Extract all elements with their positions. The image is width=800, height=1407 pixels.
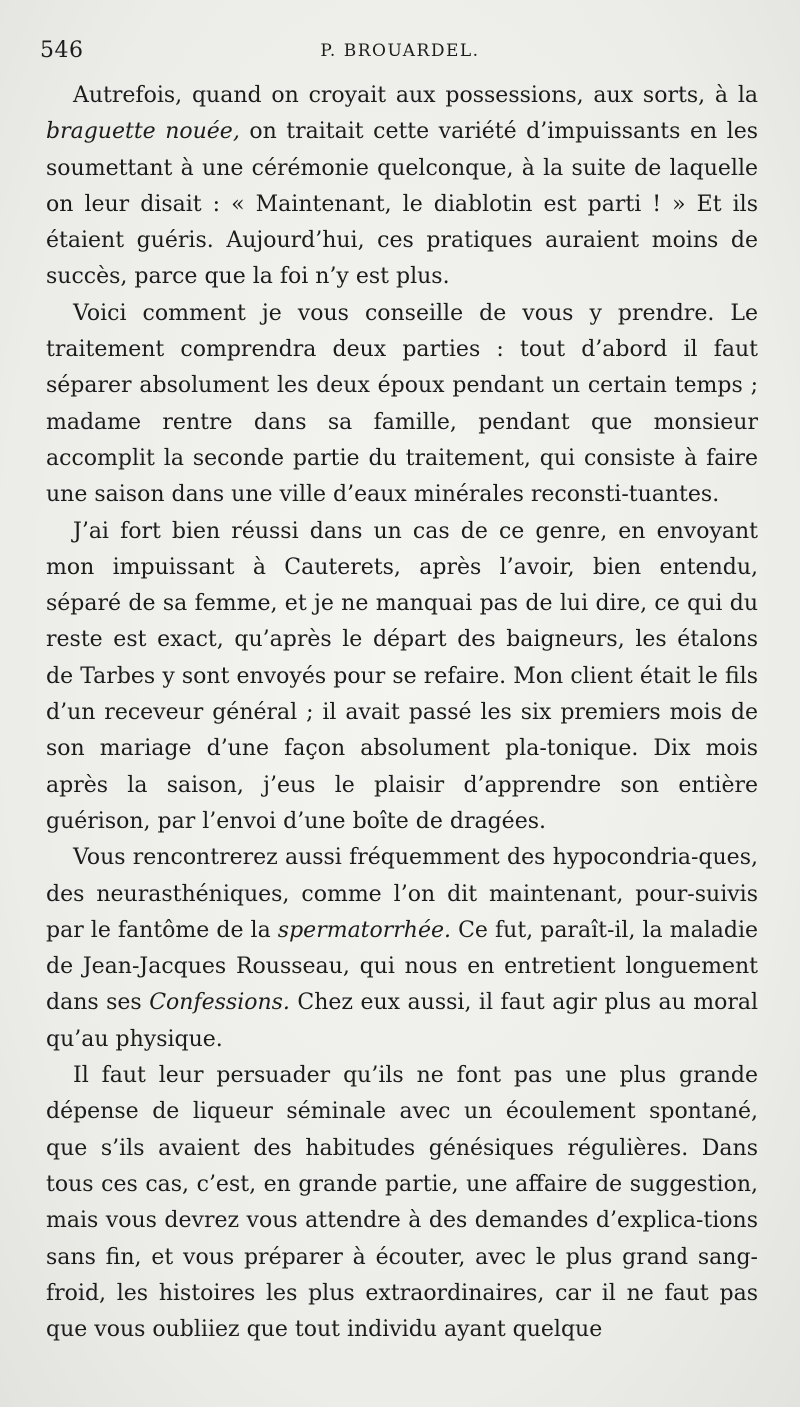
italic-text-run: spermatorrhée. [277,917,452,943]
text-run: Ce fut, paraît-il, la maladie de Jean-Jacques Rousseau, qui nous en entretient longuement dans ses [46,917,759,1016]
paragraph-4 [46,840,758,1058]
running-head: P. BROUARDEL. [320,41,480,61]
text-run: Chez eux aussi, il faut agir plus au moral qu’au physique. [46,990,758,1052]
paragraph-5 [46,1058,758,1348]
page-number: 546 [40,38,84,63]
text-run: J’ai fort bien réussi dans un cas de ce genre, en envoyant mon impuissant à Cauterets, après l’avoir, bien entendu, séparé de sa femme, et je ne manquai pas de lui dire, ce qui du reste est exact, qu’après le départ des baigneurs, les étalons de Tarbes y sont envoyés pour se refaire. Mon client était le fils d’un receveur général ; il avait passé les six premiers mois de son mariage d’une façon absolument pla-tonique. Dix mois après la saison, j’eus le plaisir d’apprendre son entière guérison, par l’envoi d’une boîte de dragées. [46,518,758,834]
text-run: Il faut leur persuader qu’ils ne font pas une plus grande dépense de liqueur séminale avec un écoulement spontané, que s’ils avaient des habitudes génésiques régulières. Dans tous ces cas, c’est, en grande partie, une affaire de suggestion, mais vous devrez vous attendre à des demandes d’explica-tions sans fin, et vous préparer à écouter, avec le plus grand sang-froid, les histoires les plus extraordinaires, car il ne faut pas que vous oubliiez que tout individu ayant quelque [46,1063,758,1343]
paragraph-2 [46,296,758,514]
text-run: Voici comment je vous conseille de vous y prendre. Le traitement comprendra deux parties : tout d’abord il faut séparer absolument les deux époux pendant un certain temps ; madame rentre dans sa famille, pendant que monsieur accomplit la seconde partie du traitement, qui consiste à faire une saison dans une ville d’eaux minérales reconsti-tuantes. [46,300,758,508]
page-header [40,38,760,68]
text-run: Autrefois, quand on croyait aux possessions, aux sorts, à la [73,83,758,108]
text-run: on traitait cette variété d’impuissants en les soumettant à une cérémonie quelconque, à la suite de laquelle on leur disait : « Maintenant, le diablotin est parti ! » Et ils étaient guéris. Aujourd’hui, ces pratiques auraient moins de succès, parce que la foi n’y est plus. [46,119,758,290]
text-run: Vous rencontrerez aussi fréquemment des hypocondria-ques, des neurasthéniques, comme l’on dit maintenant, pour-suivis par le fantôme de la [46,845,758,943]
body-text [46,78,758,1348]
paragraph-1 [46,78,758,296]
italic-text-run: Confessions. [149,990,290,1016]
paragraph-3 [46,514,758,841]
italic-text-run: braguette nouée, [46,119,240,145]
